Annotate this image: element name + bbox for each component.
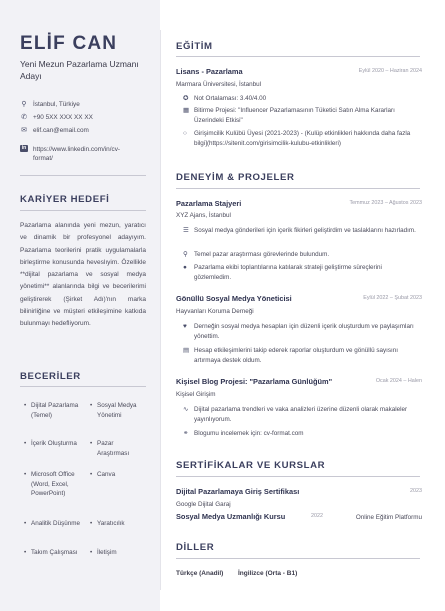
job-bullet: ∿ Dijital pazarlama trendleri ve vaka analizleri üzerine düzenli olarak makaleler yayınlıyorum. (183, 406, 408, 423)
goal-title-underline (20, 210, 146, 211)
email-text[interactable]: elif.can@email.com (33, 127, 89, 134)
experience-title-underline (176, 188, 420, 189)
languages-title: DİLLER (176, 542, 215, 553)
certificate-name: Sosyal Medya Uzmanlığı Kursu (176, 512, 286, 521)
job-title: Gönüllü Sosyal Medya Yöneticisi (176, 294, 292, 303)
education-title-underline (176, 56, 420, 57)
contact-email[interactable] (20, 126, 152, 135)
certificate-issuer: Online Eğitim Platformu (355, 514, 422, 521)
skill-item: • Dijital Pazarlama (Temel) (24, 402, 79, 419)
award-icon: ✪ (183, 95, 189, 102)
job-org: XYZ Ajans, İstanbul (176, 212, 231, 219)
job-title: Pazarlama Stajyeri (176, 199, 242, 208)
certificate-name: Dijital Pazarlamaya Giriş Sertifikası (176, 487, 300, 496)
job-bullet: ▤ Hesap etkileşimlerini takip ederek raporlar oluşturdum ve gönüllü sayısını artırmaya destek oldum. (183, 347, 399, 364)
lightbulb-icon: ○ (183, 130, 187, 137)
skill-item: • Yaratıcılık (90, 520, 125, 527)
education-date: Eylül 2020 – Haziran 2024 (358, 68, 422, 74)
language-item: İngilizce (Orta - B1) (238, 570, 298, 577)
list-icon: ☰ (183, 227, 189, 234)
link-icon: ⚭ (183, 430, 189, 437)
certificate-year: 2022 (311, 513, 323, 519)
skills-title-underline (20, 386, 146, 387)
sidebar-rule-top (20, 175, 146, 176)
linkedin-link[interactable]: https://www.linkedin.com/in/cv-format/ (33, 146, 121, 162)
job-bullet: ☰ Sosyal medya gönderileri için içerik fikirleri geliştirdim ve taslaklarını hazırladım. (183, 227, 416, 234)
certificates-title: SERTİFİKALAR VE KURSLAR (176, 460, 326, 471)
job-date: Eylül 2022 – Şubat 2023 (363, 295, 422, 301)
certificate-year: 2023 (410, 488, 422, 494)
languages-title-underline (176, 558, 420, 559)
skill-item: • Pazar Araştırması (90, 440, 130, 457)
education-bullet: ○ Girişimcilik Kulübü Üyesi (2021-2023) - (Kulüp etkinlikleri hakkında daha fazla bilgi](https://sitenit.com/girisimcilik-kulubu-etkinlikleri) (183, 130, 411, 147)
certificate-issuer: Google Dijital Garaj (176, 501, 231, 508)
experience-title: DENEYİM & PROJELER (176, 172, 295, 183)
book-icon: ▦ (183, 107, 190, 114)
column-divider (160, 30, 161, 590)
skill-item: • Takım Çalışması (24, 549, 78, 556)
education-bullet: ▦ Bitirme Projesi: "Influencer Pazarlamasının Tüketici Satın Alma Kararları Üzerindeki Etkisi" (183, 107, 395, 124)
school-name: Marmara Üniversitesi, İstanbul (176, 81, 262, 88)
job-bullet: ⚲ Temel pazar araştırması görevlerinde bulundum. (183, 251, 330, 258)
users-icon: ● (183, 264, 187, 271)
location-text: İstanbul, Türkiye (33, 101, 80, 108)
job-bullet: ● Pazarlama ekibi toplantılarına katılarak strateji geliştirme süreçlerini gözlemledim. (183, 264, 382, 281)
skill-item: • Canva (90, 471, 116, 478)
envelope-icon: ✉ (21, 127, 27, 134)
phone-text: +90 5XX XXX XX XX (33, 114, 93, 121)
contact-linkedin[interactable] (20, 145, 135, 163)
education-bullet: ✪ Not Ortalaması: 3.40/4.00 (183, 95, 267, 102)
job-date: Temmuz 2023 – Ağustos 2023 (349, 200, 422, 206)
rss-icon: ∿ (183, 406, 189, 413)
contact-location (20, 100, 152, 109)
heart-icon: ♥ (183, 323, 187, 330)
education-title: EĞİTİM (176, 41, 213, 52)
degree-title: Lisans - Pazarlama (176, 67, 243, 76)
certificates-title-underline (176, 476, 420, 477)
phone-icon: ✆ (21, 114, 27, 121)
skills-title: BECERİLER (20, 371, 81, 382)
search-icon: ⚲ (183, 251, 188, 258)
job-bullet: ♥ Derneğin sosyal medya hesapları için düzenli içerik oluşturdum ve paylaşımları yönettim. (183, 323, 414, 340)
skill-item: • Microsoft Office (Word, Excel, PowerPoint) (24, 471, 75, 497)
job-bullet[interactable]: ⚭ Blogumu incelemek için: cv-format.com (183, 430, 304, 437)
candidate-name: ELİF CAN (20, 33, 118, 54)
skill-item: • İletişim (90, 549, 117, 556)
chart-icon: ▤ (183, 347, 190, 354)
skill-item: • Analitik Düşünme (24, 520, 80, 527)
language-item: Türkçe (Anadil) (176, 570, 224, 577)
location-pin-icon: ⚲ (21, 101, 27, 108)
job-org: Hayvanları Koruma Derneği (176, 308, 254, 315)
skill-item: • Sosyal Medya Yönetimi (90, 402, 137, 419)
goal-text: Pazarlama alanında yeni mezun, yaratıcı ve dinamik bir profesyonel adayıyım. Pazarlama teorilerini pratik uygulamalarla birleştirme konusunda heveslıyim. Özellikle **dijital pazarlama ve sosyal medya yönetimi** alanlarında bilgi ve becerilerimi geliştirerek (Şirket Adı)'nın marka bilinirliğine ve müşteri etkileşimine katkıda bulunmayı hedefliyorum. (20, 222, 146, 328)
goal-title: KARİYER HEDEFİ (20, 194, 110, 205)
job-title: Kişisel Blog Projesi: "Pazarlama Günlüğüm" (176, 377, 333, 386)
linkedin-icon: in (21, 145, 27, 151)
candidate-subtitle: Yeni Mezun Pazarlama Uzmanı Adayı (20, 59, 139, 81)
job-org: Kişisel Girişim (176, 391, 216, 398)
job-date: Ocak 2024 – Halen (375, 378, 422, 384)
skill-item: • İçerik Oluşturma (24, 440, 77, 447)
contact-phone (20, 113, 152, 122)
